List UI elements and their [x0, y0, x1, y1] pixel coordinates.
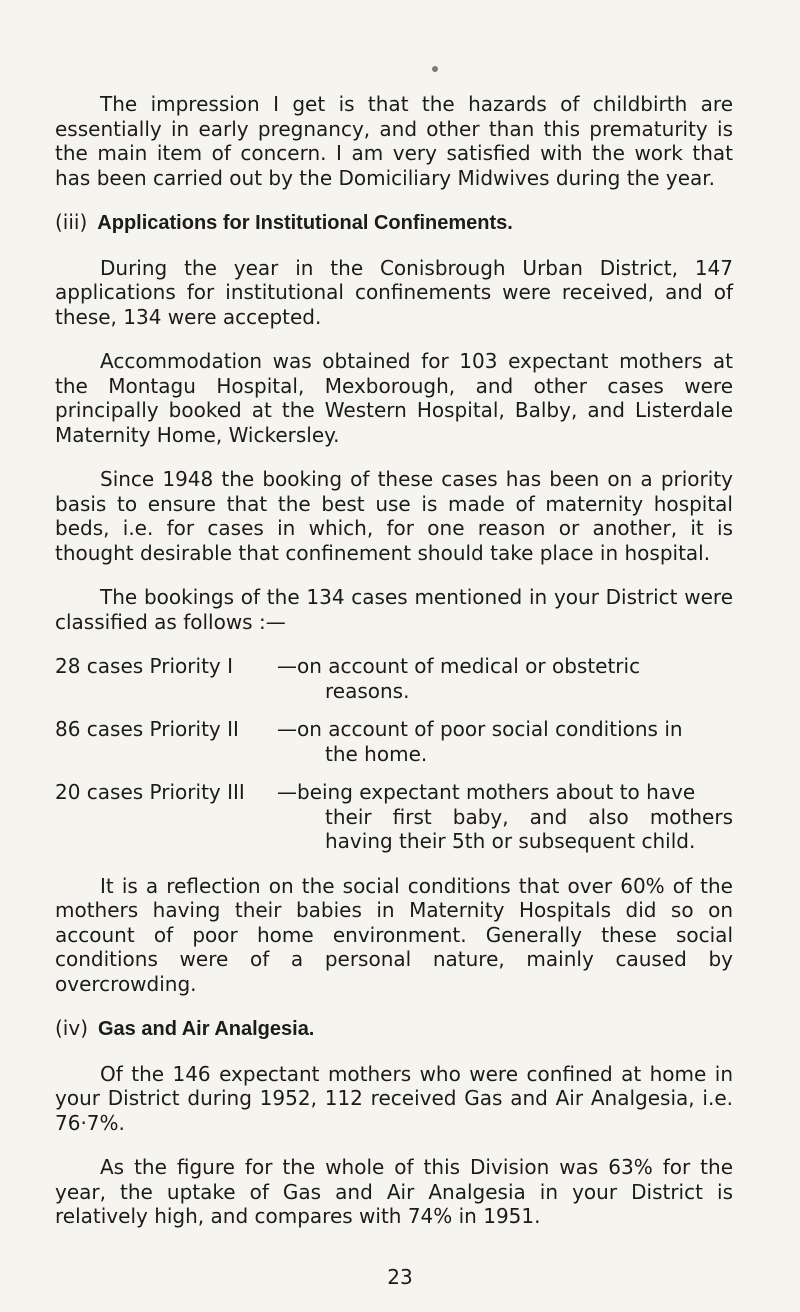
- priority-label: 20 cases Priority III: [55, 780, 245, 804]
- section-heading-iii: [55, 210, 733, 236]
- priority-description: [277, 717, 733, 766]
- applications-paragraph-3: Since 1948 the booking of these cases has been on a priority basis to ensure that the best use is made of maternity hospital beds, i.e. for cases in which, for one reason or another, it is thought desirable that confinement should take place in hospital.: [55, 467, 733, 565]
- priority-description: [277, 780, 733, 854]
- reflection-paragraph: It is a reflection on the social conditions that over 60% of the mothers having their babies in Maternity Hospitals did so on account of poor home environment. Generally these social conditions were of a personal nature, mainly caused by overcrowding.: [55, 873, 733, 996]
- printing-mark: [432, 66, 438, 72]
- priority-description-first: —on account of medical or obstetric: [277, 654, 641, 678]
- priority-description-rest: the home.: [325, 741, 428, 766]
- priority-description: [277, 654, 733, 703]
- analgesia-paragraph-1: Of the 146 expectant mothers who were confined at home in your District during 1952, 112 received Gas and Air Analgesia, i.e. 76·7%.: [55, 1061, 733, 1135]
- priority-label: 86 cases Priority II: [55, 717, 239, 741]
- section-title: Gas and Air Analgesia.: [98, 1018, 315, 1040]
- applications-paragraph-1: During the year in the Conisbrough Urban District, 147 applications for institutional confinements were received, and of these, 134 were accepted.: [55, 255, 733, 329]
- priority-description-rest: their first baby, and also mothers having their 5th or subsequent child.: [325, 804, 733, 853]
- intro-paragraph: The impression I get is that the hazards of childbirth are essentially in early pregnancy, and other than this prematurity is the main item of concern. I am very satisfied with the work that has been carried out by the Domiciliary Midwives during the year.: [55, 92, 733, 190]
- priority-item: [55, 780, 733, 854]
- priority-description-first: —being expectant mothers about to have: [277, 780, 696, 804]
- section-title: Applications for Institutional Confinements.: [97, 212, 513, 234]
- priority-item: [55, 654, 733, 703]
- page-number: 23: [387, 1265, 413, 1289]
- section-heading-iv: [55, 1016, 733, 1042]
- analgesia-paragraph-2: As the figure for the whole of this Division was 63% for the year, the uptake of Gas and Air Analgesia in your District is relatively high, and compares with 74% in 1951.: [55, 1155, 733, 1228]
- document-page: [55, 92, 733, 1249]
- priority-description-first: —on account of poor social conditions in: [277, 717, 683, 741]
- section-number: (iii): [55, 210, 88, 234]
- applications-paragraph-4: The bookings of the 134 cases mentioned in your District were classified as follows :—: [55, 585, 733, 634]
- priority-description-rest: reasons.: [325, 678, 410, 703]
- section-number: (iv): [55, 1016, 88, 1040]
- applications-paragraph-2: Accommodation was obtained for 103 expectant mothers at the Montagu Hospital, Mexborough, and other cases were principally booked at the Western Hospital, Balby, and Listerdale Maternity Home, Wickersley.: [55, 349, 733, 447]
- priority-label: 28 cases Priority I: [55, 654, 233, 678]
- priority-item: [55, 717, 733, 766]
